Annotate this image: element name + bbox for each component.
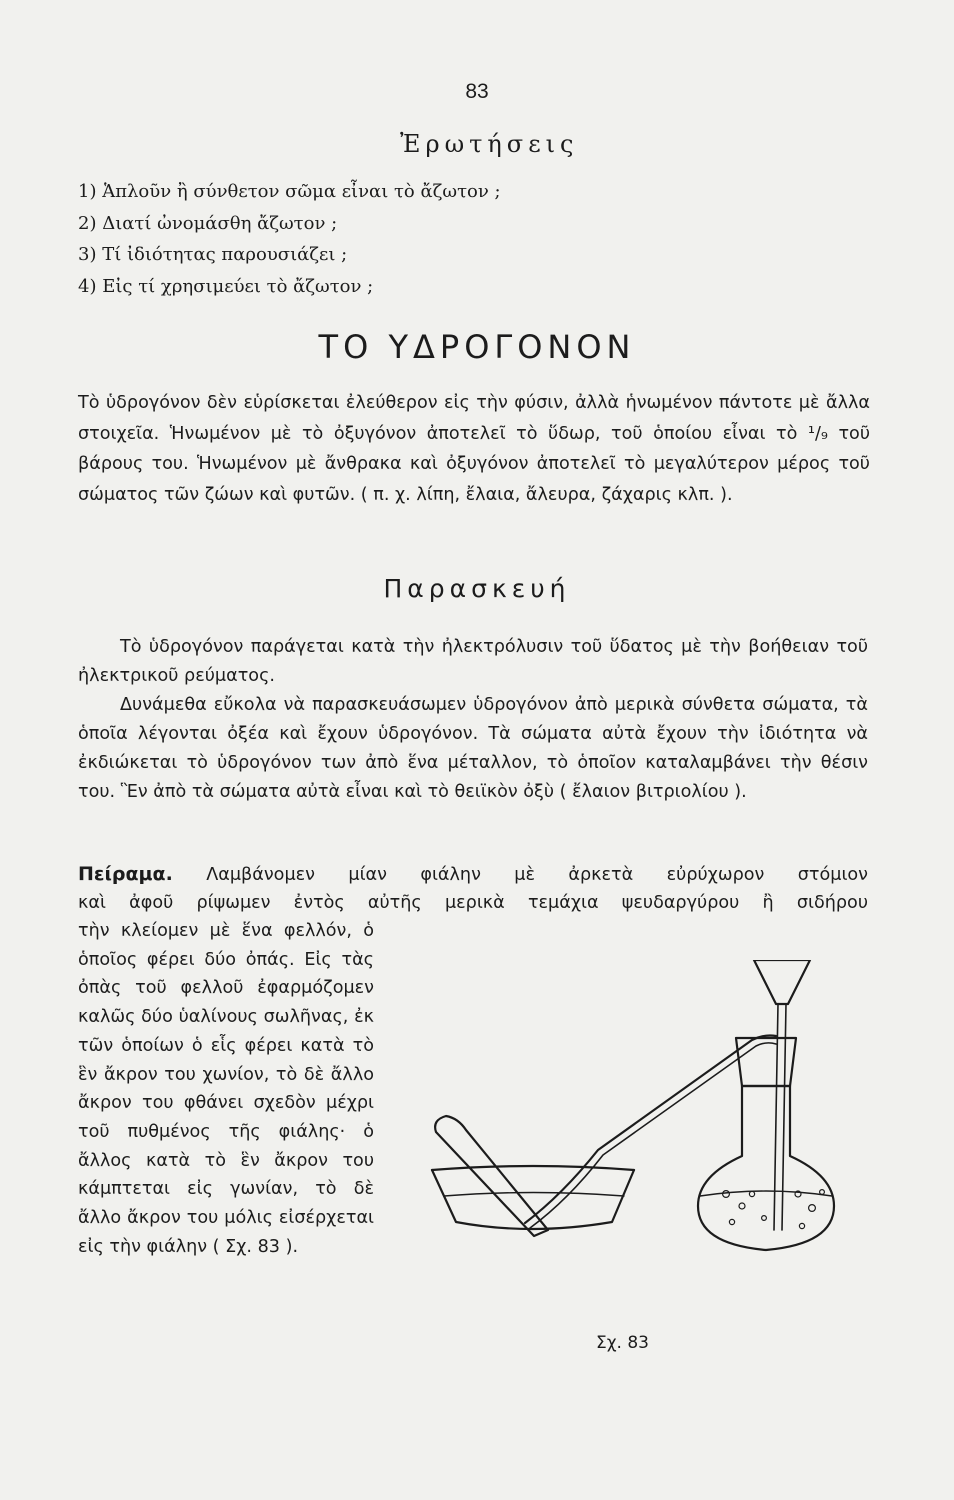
preparation-heading: Παρασκευή (383, 574, 571, 603)
figure-caption: Σχ. 83 (596, 1333, 650, 1353)
intro-paragraph: Τὸ ὑδρογόνον δὲν εὑρίσκεται ἐλεύθερον εἰς τὴν φύσιν, ἀλλὰ ἡνωμένον πάντοτε μὲ ἄλλα στοιχεῖα. Ἡνωμένον μὲ τὸ ὀξυγόνον ἀποτελεῖ τὸ ὕδωρ, τοῦ ὁποίου εἶναι τὸ ¹/₉ τοῦ βάρους του. Ἡνωμένον μὲ ἄνθρακα καὶ ὀξυγόνον ἀποτελεῖ τὸ μεγαλύτερον μέρος τοῦ σώματος τῶν ζώων καὶ φυτῶν. ( π. χ. λίπη, ἔλαια, ἄλευρα, ζάχαρις κλπ. ). (78, 393, 870, 505)
flask-liquid (700, 1191, 832, 1196)
experiment-label: Πείραμα. (78, 863, 173, 885)
question-item: 3) Τί ἰδιότητας παρουσιάζει ; (78, 244, 348, 265)
preparation-paragraph-1: Τὸ ὑδρογόνον παράγεται κατὰ τὴν ἠλεκτρόλυσιν τοῦ ὕδατος μὲ τὴν βοήθειαν τοῦ ἠλεκτρικοῦ ρεύματος. (78, 637, 868, 686)
trough-water (444, 1193, 624, 1197)
question-item: 1) Ἁπλοῦν ἢ σύνθετον σῶμα εἶναι τὸ ἄζωτον ; (78, 181, 501, 202)
flask (698, 1086, 834, 1250)
bubble (820, 1190, 825, 1195)
bubble (799, 1223, 804, 1228)
bubble (739, 1203, 745, 1209)
question-item: 4) Εἰς τί χρησιμεύει τὸ ἄζωτον ; (78, 275, 374, 297)
question-item: 2) Διατί ὠνομάσθη ἄζωτον ; (78, 212, 338, 234)
preparation-text (78, 633, 868, 807)
trough (432, 1170, 634, 1229)
page-number: 83 (465, 80, 489, 103)
apparatus-figure (430, 960, 870, 1260)
bubble (723, 1191, 730, 1198)
bubble (762, 1216, 767, 1221)
bubble (729, 1219, 734, 1224)
experiment-line-2: καὶ ἀφοῦ ρίψωμεν ἐντὸς αὐτῆς μερικὰ τεμάχια ψευδαργύρου ἢ σιδήρου (78, 893, 868, 913)
questions-heading: Ἐρωτήσεις (400, 130, 579, 158)
bubble (809, 1205, 816, 1212)
experiment-line-1 (78, 860, 868, 890)
section-title: ΤΟ ΥΔΡΟΓΟΝΟΝ (318, 328, 636, 366)
trough-rim (432, 1166, 634, 1170)
funnel (754, 960, 810, 1004)
experiment-column-text: τὴν κλείομεν μὲ ἕνα φελλόν, ὁ ὁποῖος φέρει δύο ὀπάς. Εἰς τὰς ὀπὰς τοῦ φελλοῦ ἐφαρμόζομεν καλῶς δύο ὑαλίνους σωλῆνας, ἐκ τῶν ὁποίων ὁ εἷς φέρει κατὰ τὸ ἓν ἄκρον του χωνίον, τὸ δὲ ἄλλο ἄκρον του φθάνει σχεδὸν μέχρι τοῦ πυθμένος τῆς φιάλης· ὁ ἄλλος κατὰ τὸ ἓν ἄκρον του κάμπτεται εἰς γωνίαν, τὸ δὲ ἄλλο ἄκρον του μόλις εἰσέρχεται εἰς τὴν φιάλην ( Σχ. 83 ). (78, 921, 374, 1257)
preparation-paragraph-2: Δυνάμεθα εὔκολα νὰ παρασκευάσωμεν ὑδρογόνον ἀπὸ μερικὰ σύνθετα σώματα, τὰ ὁποῖα λέγονται ὀξέα καὶ ἔχουν ὑδρογόνον. Τὰ σώματα αὐτὰ ἔχουν τὴν ἰδιότητα νὰ ἐκδιώκεται τὸ ὑδρογόνον των ἀπὸ ἕνα μέταλλον, τὸ ὁποῖον καταλαμβάνει τὴν θέσιν του. Ἓν ἀπὸ τὰ σώματα αὐτὰ εἶναι καὶ τὸ θειϊκὸν ὀξὺ ( ἔλαιον βιτριολίου ). (78, 695, 868, 802)
bubble (749, 1191, 754, 1196)
questions-list (78, 176, 501, 302)
experiment-text-1: Λαμβάνομεν μίαν φιάλην μὲ ἀρκετὰ εὐρύχωρον στόμιον (206, 865, 868, 885)
